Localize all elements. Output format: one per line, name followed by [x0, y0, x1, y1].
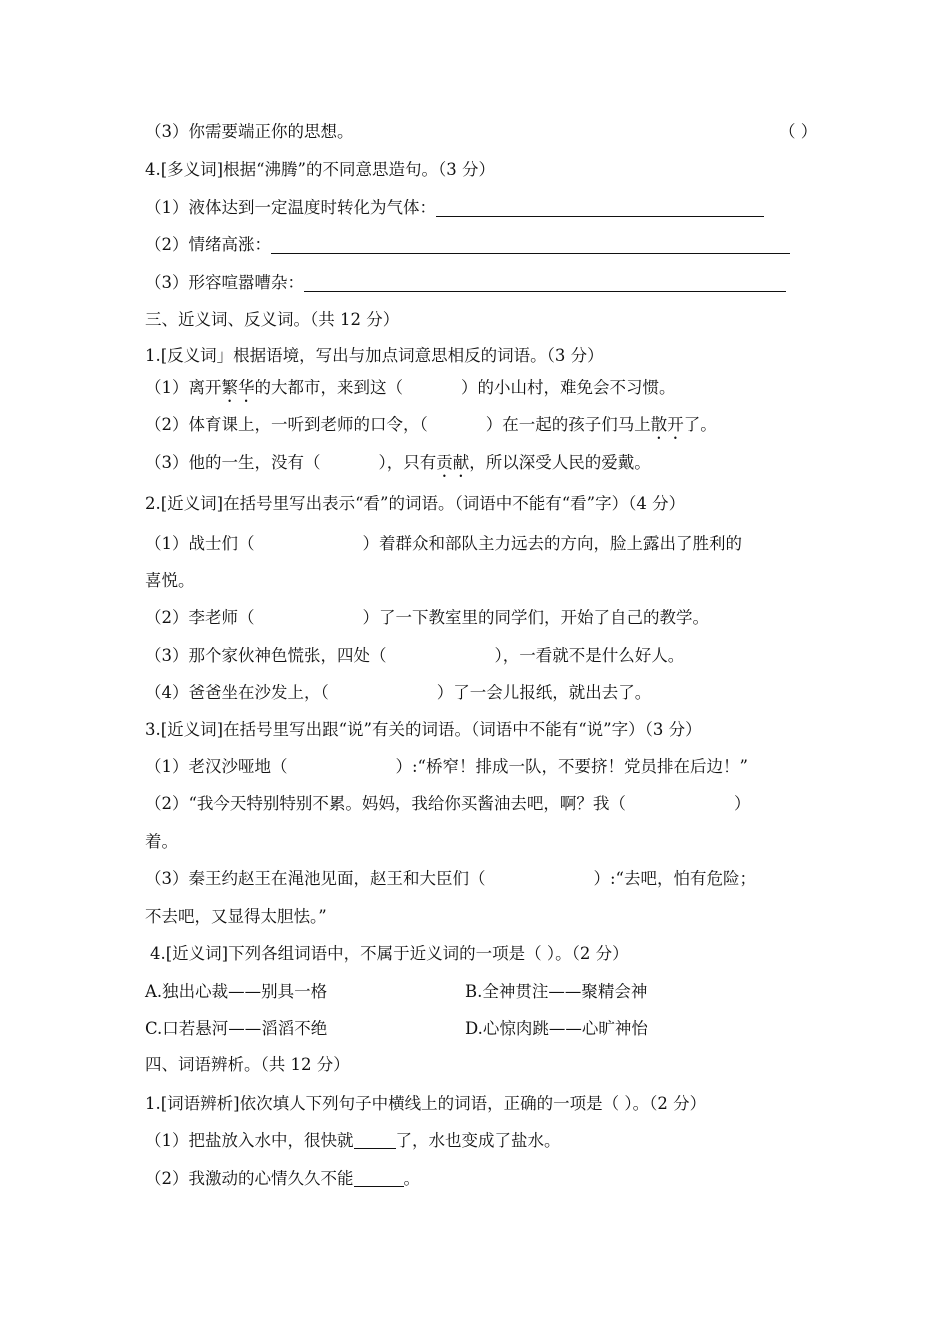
- question-3-1-item-3: [145, 450, 815, 476]
- question-3-2-item-1: [145, 531, 815, 557]
- answer-parentheses[interactable]: （ ）: [779, 122, 818, 141]
- question-4-1-item-1: [145, 1128, 815, 1154]
- text: ）:“桥窄！排成一队，不要挤！党员排在后边！”: [395, 757, 748, 776]
- question-3-2-heading: 2.[近义词]在括号里写出表示“看”的词语。（词语中不能有“看”字）（4 分）: [145, 494, 686, 513]
- text: ）: [733, 794, 751, 813]
- question-2-4-heading: 4.[多义词]根据“沸腾”的不同意思造句。（3 分）: [145, 160, 495, 179]
- question-text: （3）你需要端正你的思想。: [145, 122, 354, 141]
- question-3-2-item-3: [145, 643, 815, 669]
- option-d[interactable]: D.心惊肉跳——心旷神怡: [465, 1019, 648, 1038]
- text: （2）“我今天特别特别不累。妈妈，我给你买酱油去吧，啊？我（: [145, 794, 626, 813]
- prompt-text: （1）液体达到一定温度时转化为气体：: [145, 198, 436, 217]
- text: （2）体育课上，一听到老师的口令，（: [145, 415, 428, 434]
- question-2-3-line: [145, 119, 818, 145]
- text: （4）爸爸坐在沙发上，（: [145, 683, 329, 702]
- text: （1）把盐放入水中，很快就: [145, 1131, 354, 1150]
- text: ）了一下教室里的同学们，开始了自己的教学。: [362, 608, 709, 627]
- sentence-line-1: [145, 195, 815, 221]
- text: （3）那个家伙神色慌张，四处（: [145, 646, 387, 665]
- question-3-2-item-4: [145, 680, 815, 706]
- prompt-text: （2）情绪高涨：: [145, 235, 271, 254]
- text: 的大都市，来到这（: [254, 378, 403, 397]
- sentence-line-2: [145, 232, 815, 258]
- section-3-heading: 三、近义词、反义词。（共 12 分）: [145, 310, 400, 329]
- question-3-3-item-2-cont: 着。: [145, 832, 178, 851]
- text: （1）老汉沙哑地（: [145, 757, 288, 776]
- question-3-4-options-cd: [145, 1016, 815, 1042]
- text: 了，水也变成了盐水。: [395, 1131, 561, 1150]
- question-3-4-heading: 4.[近义词]下列各组词语中，不属于近义词的一项是（ ）。（2 分）: [150, 944, 629, 963]
- text: （2）李老师（: [145, 608, 255, 627]
- answer-line[interactable]: [436, 196, 764, 217]
- question-3-3-item-2: [145, 791, 815, 817]
- text: （2）我激动的心情久久不能: [145, 1169, 354, 1188]
- option-a[interactable]: A.独出心裁——别具一格: [145, 982, 328, 1001]
- option-b[interactable]: B.全神贯注——聚精会神: [465, 982, 648, 1001]
- question-3-1-item-1: [145, 375, 815, 401]
- question-3-3-item-1: [145, 754, 815, 780]
- answer-line[interactable]: [271, 233, 790, 254]
- dotted-word: 贡献: [436, 453, 470, 472]
- dotted-word: 繁华: [221, 378, 255, 397]
- text: （3）秦王约赵王在渑池见面，赵王和大臣们（: [145, 869, 486, 888]
- text: ）在一起的孩子们马上: [485, 415, 651, 434]
- text: （3）他的一生，没有（: [145, 453, 321, 472]
- question-4-1-item-2: [145, 1166, 815, 1192]
- text: ）的小山村，难免会不习惯。: [461, 378, 676, 397]
- text: （1）离开: [145, 378, 222, 397]
- question-3-3-item-3: [145, 866, 815, 892]
- question-3-2-item-2: [145, 605, 815, 631]
- text: 了。: [683, 415, 717, 434]
- text: ，所以深受人民的爱戴。: [469, 453, 651, 472]
- option-c[interactable]: C.口若悬河——滔滔不绝: [145, 1019, 328, 1038]
- fill-blank-line[interactable]: [354, 1168, 404, 1187]
- fill-blank-line[interactable]: [354, 1130, 396, 1149]
- dotted-word: 散开: [650, 415, 684, 434]
- text: ）着群众和部队主力远去的方向，脸上露出了胜利的: [362, 534, 742, 553]
- text: ）了一会儿报纸，就出去了。: [436, 683, 652, 702]
- answer-line[interactable]: [304, 271, 786, 292]
- sentence-line-3: [145, 270, 815, 296]
- text: ），一看就不是什么好人。: [494, 646, 685, 665]
- question-4-1-heading: 1.[词语辨析]依次填人下列句子中横线上的词语，正确的一项是（ ）。（2 分）: [145, 1094, 707, 1113]
- text: 。: [403, 1169, 420, 1188]
- text: ）:“去吧，怕有危险；: [593, 869, 756, 888]
- question-3-3-heading: 3.[近义词]在括号里写出跟“说”有关的词语。（词语中不能有“说”字）（3 分）: [145, 720, 702, 739]
- text: （1）战士们（: [145, 534, 255, 553]
- question-3-2-item-1-cont: 喜悦。: [145, 571, 195, 590]
- question-3-4-options-ab: [145, 979, 815, 1005]
- text: ），只有: [378, 453, 437, 472]
- question-3-3-item-3-cont: 不去吧，又显得太胆怯。”: [145, 907, 327, 926]
- question-3-1-item-2: [145, 412, 815, 438]
- prompt-text: （3）形容喧嚣嘈杂：: [145, 273, 304, 292]
- section-4-heading: 四、词语辨析。（共 12 分）: [145, 1055, 350, 1074]
- question-3-1-heading: 1.[反义词」根据语境，写出与加点词意思相反的词语。（3 分）: [145, 346, 604, 365]
